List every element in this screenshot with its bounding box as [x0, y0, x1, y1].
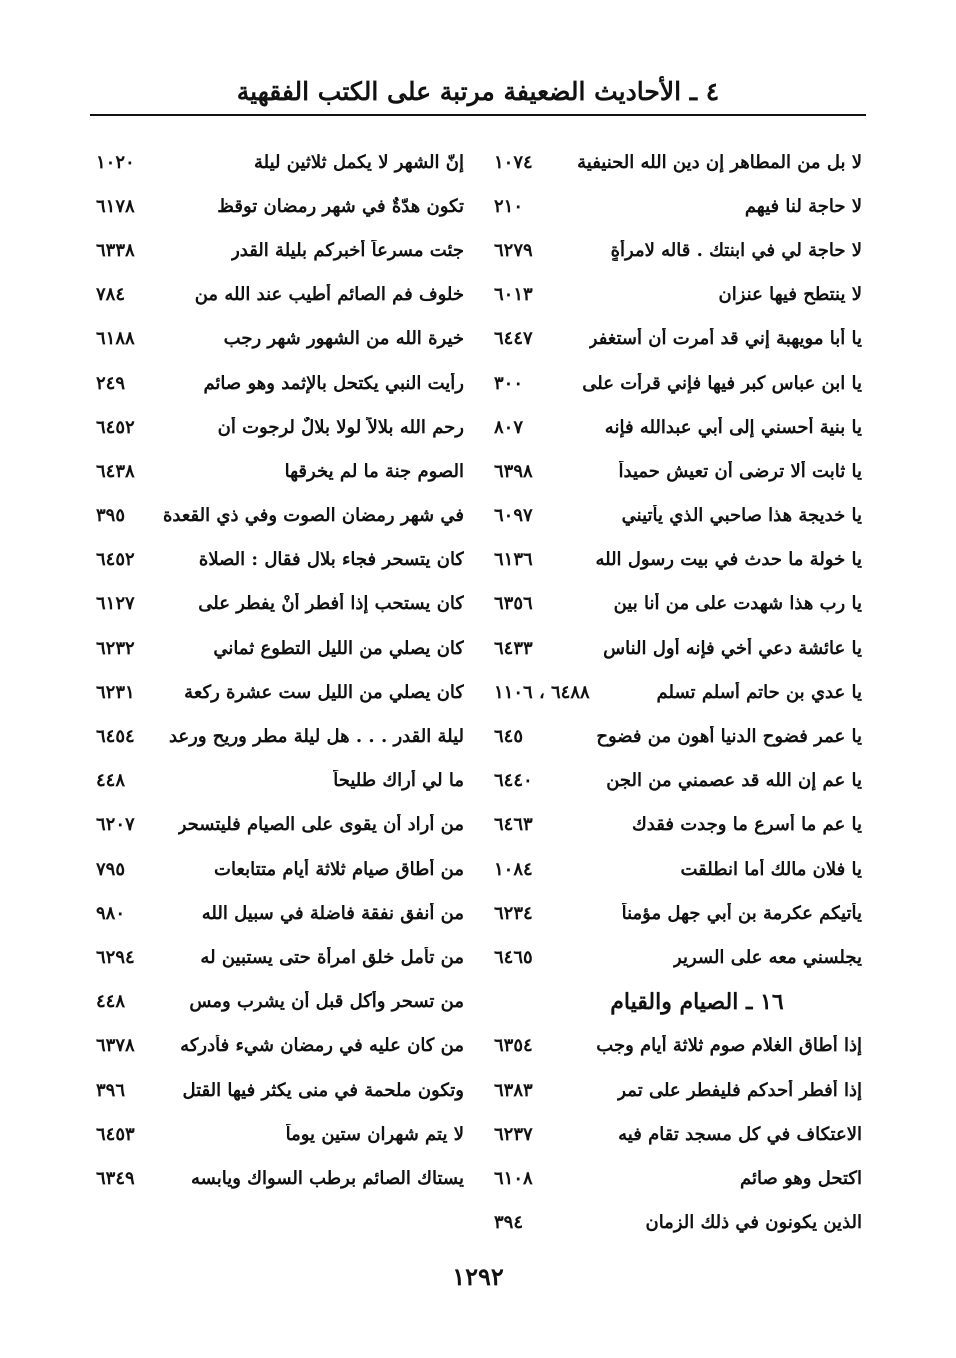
hadith-text: إنّ الشهر لا يكمل ثلاثين ليلة — [254, 151, 464, 173]
hadith-text: يا عم ما أسرع ما وجدت فقدك — [631, 814, 862, 836]
hadith-number: ٦٤٥٤ — [96, 726, 135, 748]
hadith-number: ٨٠٧ — [494, 416, 524, 438]
index-entry — [94, 759, 464, 803]
index-entry — [94, 361, 464, 405]
section-heading — [492, 980, 862, 1024]
hadith-number: ٦٣٨٣ — [494, 1079, 533, 1101]
hadith-number: ٣٩٤ — [494, 1212, 524, 1234]
index-entry — [492, 670, 862, 714]
hadith-text: يا عمر فضوح الدنيا أهون من فضوح — [596, 726, 862, 748]
hadith-text: ليلة القدر . . . هل ليلة مطر وريح ورعد — [168, 726, 464, 748]
hadith-text: لا بل من المطاهر إن دين الله الحنيفية — [577, 151, 862, 173]
hadith-number: ٦٤٦٥ — [494, 946, 533, 968]
hadith-number: ٦١٠٨ — [494, 1167, 533, 1189]
hadith-text: من كان عليه في رمضان شيء فأدركه — [180, 1035, 464, 1057]
hadith-number: ٦٣٩٨ — [494, 460, 533, 482]
index-entry — [94, 494, 464, 538]
hadith-number: ٣٩٥ — [96, 505, 126, 527]
page-number: ١٢٩٢ — [452, 1262, 504, 1291]
hadith-text: لا حاجة لي في ابنتك . قاله لامرأةٍ — [610, 239, 862, 261]
hadith-text: كان يتسحر فجاء بلال فقال : الصلاة — [198, 549, 464, 571]
hadith-text: يا رب هذا شهدت على من أنا بين — [613, 593, 862, 615]
index-entry — [492, 184, 862, 228]
index-column-right — [492, 140, 862, 1245]
section-heading-text: ١٦ ـ الصيام والقيام — [610, 988, 784, 1015]
hadith-text: خيرة الله من الشهور شهر رجب — [223, 328, 464, 350]
hadith-number: ٣٩٦ — [96, 1079, 126, 1101]
hadith-number: ٦٢٧٩ — [494, 239, 533, 261]
hadith-text: يا فلان مالك أما انطلقت — [680, 858, 862, 880]
hadith-number: ٦٢٩٤ — [96, 946, 135, 968]
index-entry — [94, 1024, 464, 1068]
hadith-text: يا ثابت ألا ترضى أن تعيش حميداً — [618, 460, 862, 482]
index-entry — [492, 935, 862, 979]
hadith-text: إذا أطاق الغلام صوم ثلاثة أيام وجب — [596, 1035, 862, 1057]
hadith-number: ١٠٢٠ — [96, 151, 135, 173]
hadith-number: ٦٣٥٤ — [494, 1035, 533, 1057]
hadith-number: ٦٤٥٢ — [96, 549, 135, 571]
index-entry — [94, 626, 464, 670]
index-entry — [94, 803, 464, 847]
index-entry — [492, 228, 862, 272]
hadith-text: يجلسني معه على السرير — [673, 946, 862, 968]
hadith-number: ٦٢٣٢ — [96, 637, 135, 659]
hadith-text: يستاك الصائم برطب السواك ويابسه — [191, 1167, 464, 1189]
index-entry — [94, 847, 464, 891]
hadith-text: الصوم جنة ما لم يخرقها — [284, 460, 464, 482]
hadith-number: ٦٣٣٨ — [96, 239, 135, 261]
index-entry — [492, 405, 862, 449]
running-header: ٤ ـ الأحاديث الضعيفة مرتبة على الكتب الفقهية — [90, 70, 866, 116]
index-entry — [94, 273, 464, 317]
hadith-text: يا خولة ما حدث في بيت رسول الله — [595, 549, 862, 571]
hadith-text: ما لي أراك طليحاً — [333, 770, 464, 792]
index-entry — [492, 1201, 862, 1245]
hadith-text: لا ينتطح فيها عنزان — [718, 284, 862, 306]
index-entry — [492, 273, 862, 317]
hadith-number: ٢١٠ — [494, 195, 524, 217]
hadith-text: لا يتم شهران ستين يوماً — [285, 1123, 464, 1145]
index-entry — [94, 405, 464, 449]
hadith-number: ٦٤٣٨ — [96, 460, 135, 482]
hadith-number: ٦٤٥٢ — [96, 416, 135, 438]
index-entry — [492, 449, 862, 493]
hadith-text: يا عم إن الله قد عصمني من الجن — [606, 770, 862, 792]
index-column-left — [94, 140, 464, 1201]
hadith-text: من أنفق نفقة فاضلة في سبيل الله — [201, 902, 464, 924]
hadith-number: ٣٠٠ — [494, 372, 524, 394]
hadith-number: ٦١٨٨ — [96, 328, 135, 350]
index-entry — [94, 1156, 464, 1200]
index-entry — [94, 538, 464, 582]
hadith-text: خلوف فم الصائم أطيب عند الله من — [194, 284, 464, 306]
hadith-number: ٦٤٣٣ — [494, 637, 533, 659]
hadith-text: من تأمل خلق امرأة حتى يستبين له — [200, 946, 464, 968]
index-entry — [492, 1156, 862, 1200]
hadith-number: ٦٤٤٠ — [494, 770, 533, 792]
hadith-text: كان يصلي من الليل ست عشرة ركعة — [184, 681, 464, 703]
index-entry — [492, 494, 862, 538]
hadith-number: ٤٤٨ — [96, 991, 126, 1013]
hadith-text: جئت مسرعاً أخبركم بليلة القدر — [231, 239, 464, 261]
hadith-number: ٦٤٨٨ ، ١١٠٦ — [494, 681, 590, 703]
hadith-text: تكون هدّةٌ في شهر رمضان توقظ — [217, 195, 464, 217]
index-entry — [94, 670, 464, 714]
hadith-text: كان يصلي من الليل التطوع ثماني — [213, 637, 464, 659]
index-entry — [492, 803, 862, 847]
index-entry — [492, 759, 862, 803]
index-entry — [94, 228, 464, 272]
index-entry — [94, 891, 464, 935]
hadith-text: يا بنية أحسني إلى أبي عبدالله فإنه — [604, 416, 862, 438]
hadith-number: ٦٤٥٣ — [96, 1123, 135, 1145]
hadith-number: ٦١٢٧ — [96, 593, 135, 615]
index-entry — [492, 361, 862, 405]
hadith-number: ٦٣٧٨ — [96, 1035, 135, 1057]
hadith-text: إذا أفطر أحدكم فليفطر على تمر — [617, 1079, 862, 1101]
hadith-text: لا حاجة لنا فيهم — [744, 195, 862, 217]
index-entry — [94, 1112, 464, 1156]
index-entry — [492, 891, 862, 935]
hadith-text: رأيت النبي يكتحل بالإثمد وهو صائم — [203, 372, 464, 394]
index-entry — [94, 714, 464, 758]
index-entry — [94, 449, 464, 493]
index-entry — [94, 980, 464, 1024]
hadith-number: ٦١٧٨ — [96, 195, 135, 217]
hadith-text: يا عدي بن حاتم أسلم تسلم — [656, 681, 862, 703]
hadith-number: ٦٢٣٧ — [494, 1123, 533, 1145]
index-entry — [492, 847, 862, 891]
hadith-text: كان يستحب إذا أفطر أنْ يفطر على — [198, 593, 464, 615]
hadith-number: ٦٠٩٧ — [494, 505, 533, 527]
hadith-text: يا خديجة هذا صاحبي الذي يأتيني — [621, 505, 862, 527]
hadith-number: ٦٣٥٦ — [494, 593, 533, 615]
hadith-number: ٦٤٦٣ — [494, 814, 533, 836]
hadith-text: الذين يكونون في ذلك الزمان — [645, 1212, 862, 1234]
hadith-number: ١٠٧٤ — [494, 151, 533, 173]
hadith-text: من أطاق صيام ثلاثة أيام متتابعات — [214, 858, 464, 880]
hadith-text: من تسحر وأكل قبل أن يشرب ومس — [189, 991, 464, 1013]
index-entry — [492, 626, 862, 670]
hadith-number: ٦٤٤٧ — [494, 328, 533, 350]
index-entry — [94, 184, 464, 228]
index-entry — [492, 582, 862, 626]
index-entry — [94, 317, 464, 361]
hadith-text: من أراد أن يقوى على الصيام فليتسحر — [177, 814, 464, 836]
hadith-text: اكتحل وهو صائم — [739, 1167, 862, 1189]
index-entry — [492, 317, 862, 361]
hadith-text: رحم الله بلالاً لولا بلالٌ لرجوت أن — [217, 416, 464, 438]
index-entry — [492, 1112, 862, 1156]
index-entry — [492, 538, 862, 582]
hadith-number: ٦٢٣٤ — [494, 902, 533, 924]
hadith-text: وتكون ملحمة في منى يكثر فيها القتل — [182, 1079, 464, 1101]
hadith-number: ٢٤٩ — [96, 372, 126, 394]
hadith-number: ٧٨٤ — [96, 284, 126, 306]
hadith-number: ٦٢٣١ — [96, 681, 135, 703]
hadith-number: ٦١٣٦ — [494, 549, 533, 571]
hadith-text: يا ابن عباس كبر فيها فإني قرأت على — [582, 372, 862, 394]
index-entry — [94, 1068, 464, 1112]
hadith-number: ٦٠١٣ — [494, 284, 533, 306]
hadith-number: ٦٣٤٩ — [96, 1167, 135, 1189]
index-entry — [492, 1024, 862, 1068]
hadith-text: في شهر رمضان الصوت وفي ذي القعدة — [162, 505, 464, 527]
hadith-text: يأتيكم عكرمة بن أبي جهل مؤمناً — [621, 902, 862, 924]
hadith-text: يا عائشة دعي أخي فإنه أول الناس — [603, 637, 862, 659]
hadith-number: ٩٨٠ — [96, 902, 126, 924]
index-entry — [492, 140, 862, 184]
hadith-number: ١٠٨٤ — [494, 858, 533, 880]
hadith-number: ٤٤٨ — [96, 770, 126, 792]
index-entry — [492, 1068, 862, 1112]
hadith-text: يا أبا مويهبة إني قد أمرت أن أستغفر — [588, 328, 862, 350]
index-entry — [492, 714, 862, 758]
index-entry — [94, 582, 464, 626]
hadith-text: الاعتكاف في كل مسجد تقام فيه — [618, 1123, 862, 1145]
index-entry — [94, 140, 464, 184]
index-entry — [94, 935, 464, 979]
hadith-number: ٧٩٥ — [96, 858, 126, 880]
hadith-number: ٦٤٥ — [494, 726, 524, 748]
hadith-number: ٦٢٠٧ — [96, 814, 135, 836]
